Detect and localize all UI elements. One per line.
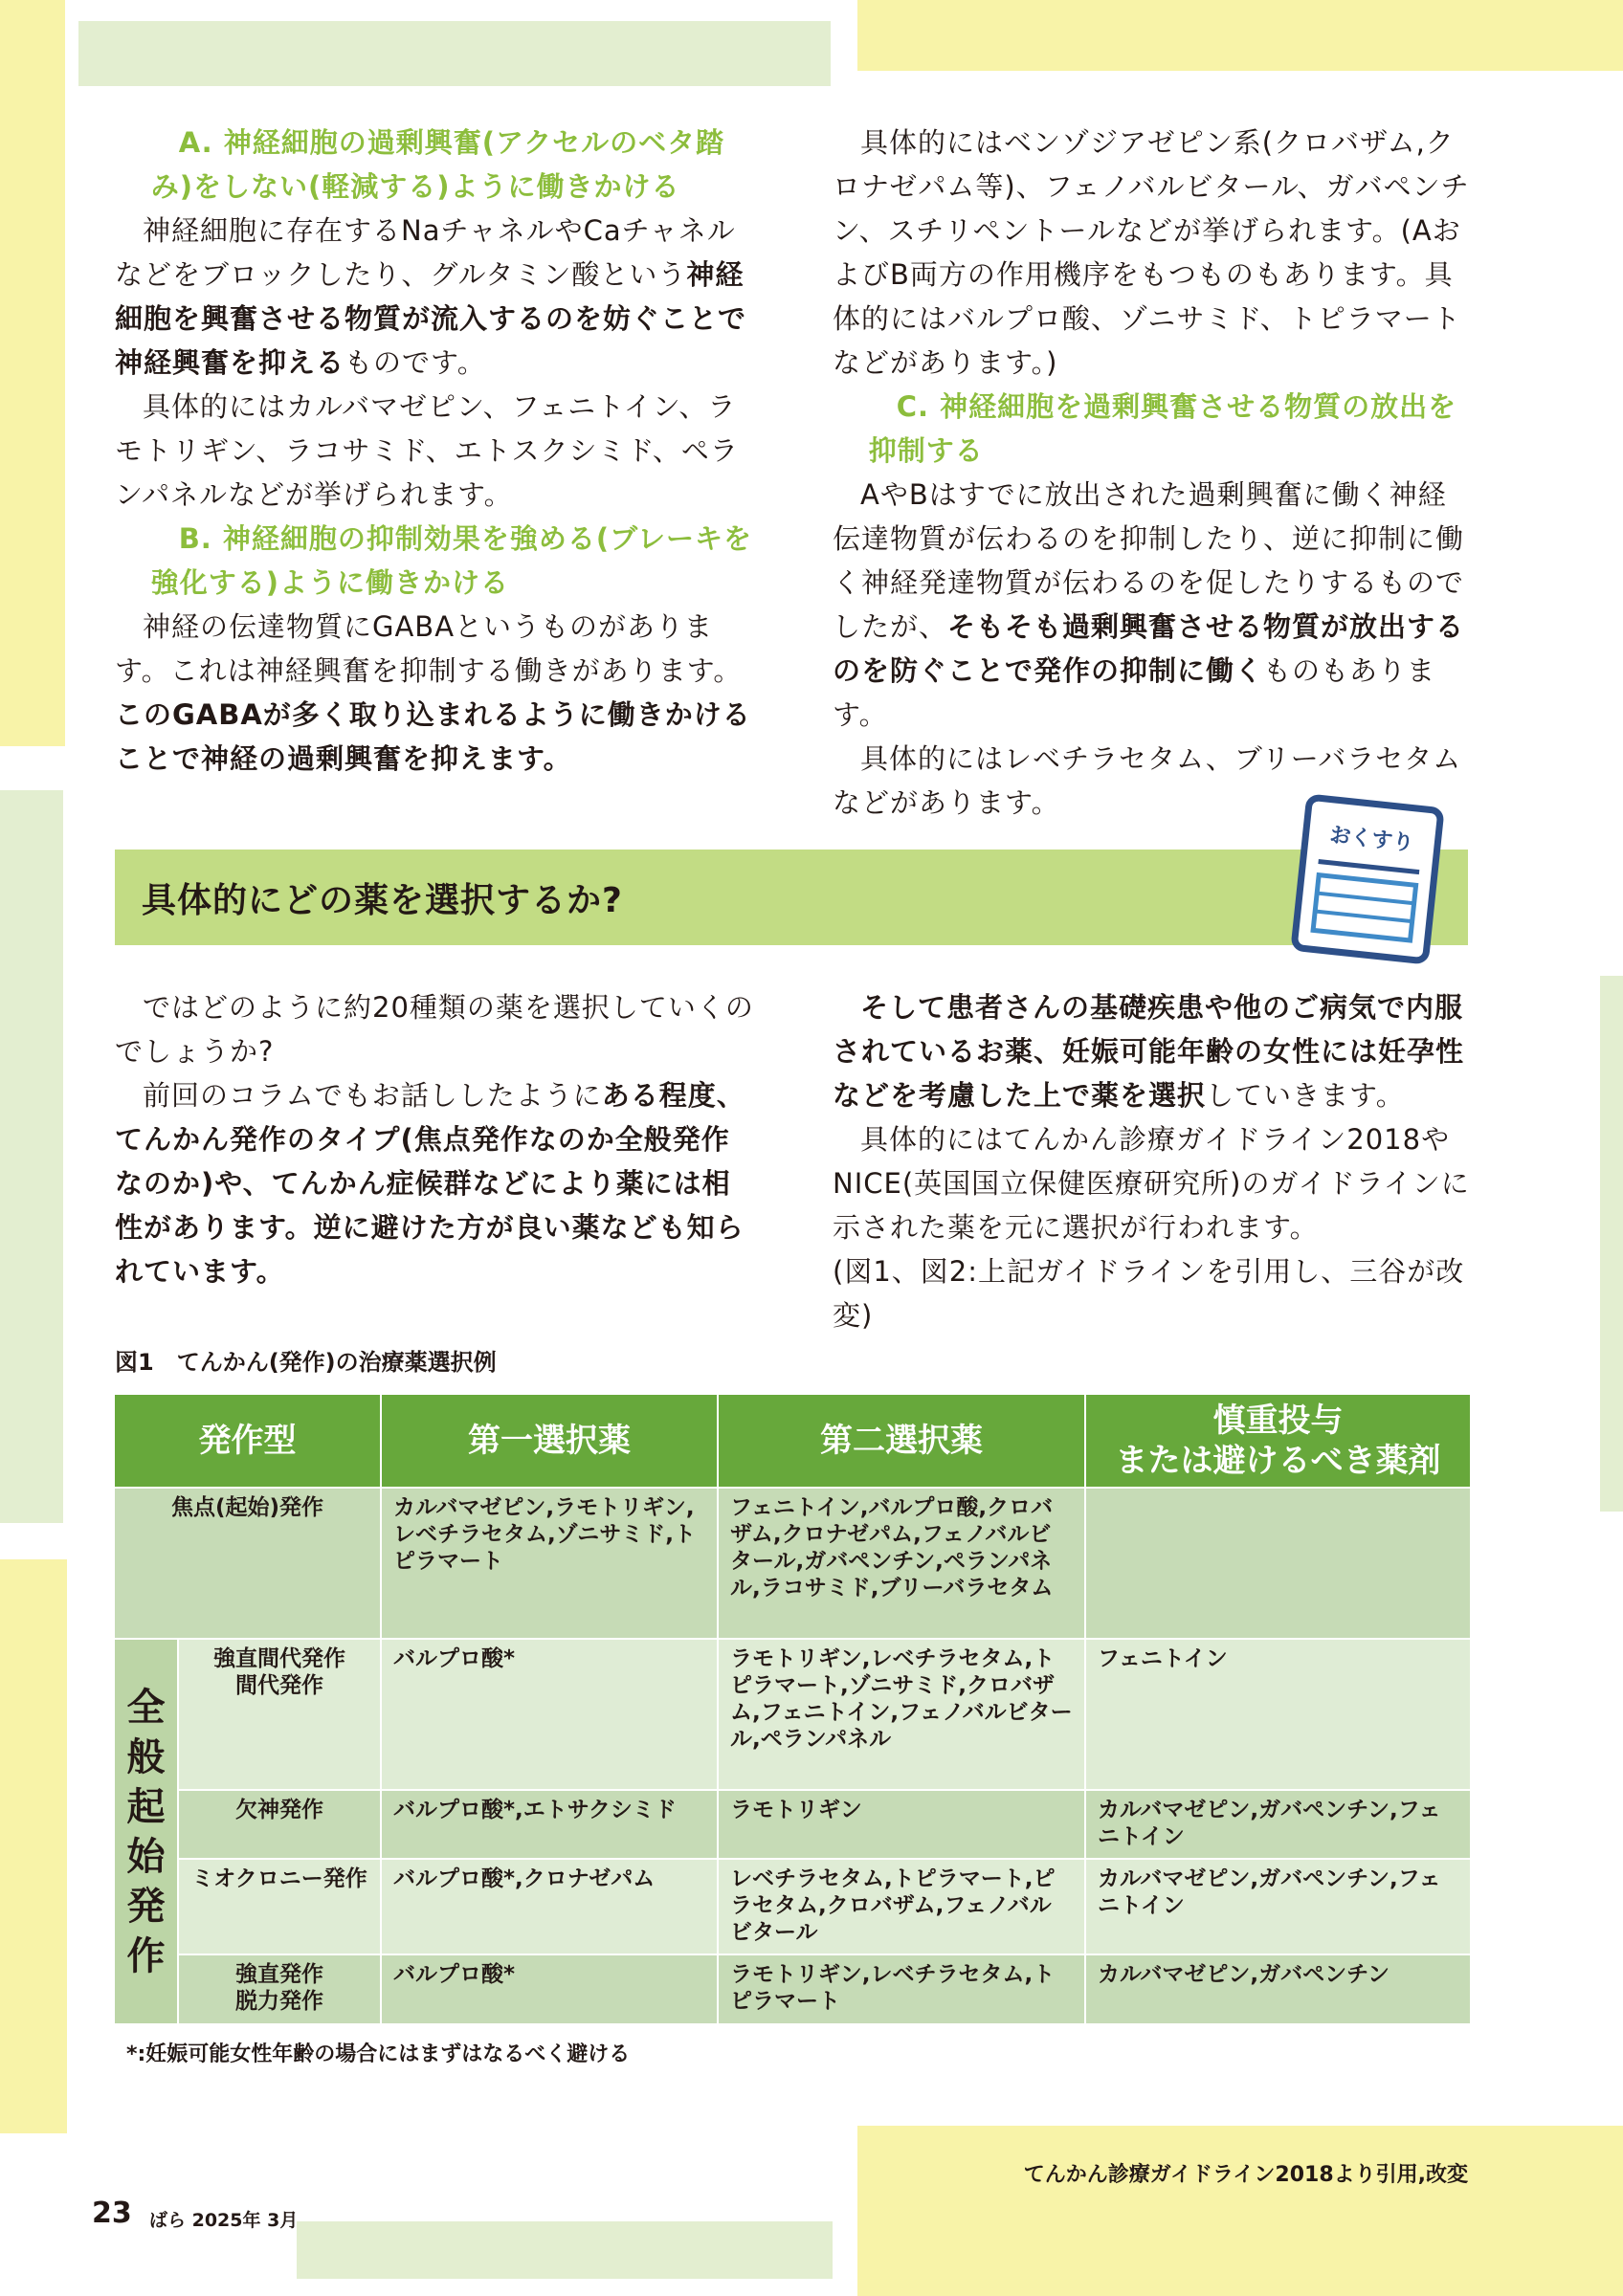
paragraph-c2: 具体的にはレベチラセタム、ブリーバラセタムなどがあります。 (833, 742, 1462, 819)
header-seizure-type: 発作型 (115, 1395, 381, 1488)
cell-type: 強直発作 脱力発作 (178, 1954, 381, 2023)
table-row (115, 1639, 1470, 1790)
paragraph-r2-3: (図1、図2:上記ガイドラインを引用し、三谷が改変) (833, 1255, 1465, 1332)
table-header-row (115, 1395, 1470, 1488)
cell-type: 強直間代発作 間代発作 (178, 1639, 381, 1790)
paragraph-r2-1 (833, 985, 1472, 1117)
paragraph-b1 (115, 605, 754, 781)
deco-band-top-yellow (857, 0, 1623, 71)
heading-b: B. 神経細胞の抑制効果を強める(ブレーキを強化する)ように働きかける (150, 522, 752, 599)
cell-avoid: フェニトイン (1085, 1639, 1470, 1790)
paragraph-c1 (833, 473, 1472, 737)
cell-type: ミオクロニー発作 (178, 1859, 381, 1954)
figure-caption: 図1 てんかん(発作)の治療薬選択例 (115, 1349, 497, 1376)
table-row (115, 1954, 1470, 2023)
header-second-choice: 第二選択薬 (718, 1395, 1085, 1488)
paragraph-a2: 具体的にはカルバマゼピン、フェニトイン、ラモトリギン、ラコサミド、エトスクシミド、ペランパネルなどが挙げられます。 (115, 390, 739, 511)
cell-avoid: カルバマゼピン,ガバペンチン (1085, 1954, 1470, 2023)
deco-band-left-yellow-bottom (0, 1559, 67, 2133)
cell-type: 欠神発作 (178, 1790, 381, 1859)
paragraph-a1-text: 神経細胞に存在するNaチャネルやCaチャネルなどをブロックしたり、グルタミン酸という (115, 214, 736, 291)
page-number: 23 (92, 2197, 132, 2230)
paragraph-l2-2-text: 前回のコラムでもお話ししたように (143, 1079, 602, 1112)
group-label-generalized (115, 1639, 178, 2023)
table-row (115, 1790, 1470, 1859)
deco-band-bottom-yellow (857, 2126, 1623, 2296)
paragraph-a1 (115, 209, 754, 385)
source-note: てんかん診療ガイドライン2018より引用,改変 (1023, 2163, 1468, 2187)
cell-type: 焦点(起始)発作 (115, 1488, 381, 1639)
paragraph-a1-emphasis: 神経細胞を興奮させる物質が流入するのを妨ぐことで神経興奮を抑える (115, 258, 747, 379)
paragraph-b1-text: 神経の伝達物質にGABAというものがあります。これは神経興奮を抑制する働きがあります。 (115, 610, 743, 687)
drug-table (115, 1395, 1470, 2023)
paragraph-r2-1-emphasis: そして患者さんの基礎疾患や他のご病気で内服されているお薬、妊娠可能年齢の女性には妊孕性などを考慮した上で薬を選択 (833, 991, 1465, 1112)
paragraph-l2-2 (115, 1073, 754, 1293)
paragraph-c1-end: ものもあります。 (833, 654, 1436, 731)
deco-band-left-yellow (0, 0, 65, 746)
cell-second: レベチラセタム,トピラマート,ピラセタム,クロバザム,フェノバルビタール (718, 1859, 1085, 1954)
medicine-bag-label: おくすり (1328, 823, 1415, 856)
left-column-2 (115, 985, 754, 1293)
right-column-2 (833, 985, 1472, 1337)
paragraph-r2-2: 具体的にはてんかん診療ガイドライン2018やNICE(英国国立保健医療研究所)のガイドラインに示された薬を元に選択が行われます。 (833, 1123, 1470, 1244)
cell-avoid: カルバマゼピン,ガバペンチン,フェニトイン (1085, 1859, 1470, 1954)
cell-second: ラモトリギン,レベチラセタム,トピラマート (718, 1954, 1085, 2023)
group-label-text: 全般起始発作 (126, 1685, 166, 1978)
cell-second: ラモトリギン,レベチラセタム,トピラマート,ゾニサミド,クロバザム,フェニトイン,フェノバルビタール,ペランパネル (718, 1639, 1085, 1790)
heading-a: A. 神経細胞の過剰興奮(アクセルのベタ踏み)をしない(軽減する)ように働きかける (150, 126, 725, 203)
deco-band-bottom-green (297, 2221, 833, 2279)
medicine-bag-icon (1288, 791, 1448, 968)
right-column (833, 121, 1472, 825)
heading-c: C. 神経細胞を過剰興奮させる物質の放出を抑制する (868, 390, 1457, 467)
cell-first: バルプロ酸* (381, 1954, 718, 2023)
cell-first: バルプロ酸*,クロナゼパム (381, 1859, 718, 1954)
table-row (115, 1859, 1470, 1954)
cell-first: バルプロ酸* (381, 1639, 718, 1790)
paragraph-a1-end: ものです。 (345, 346, 486, 379)
paragraph-c1-text: AやBはすでに放出された過剰興奮に働く神経伝達物質が伝わるのを抑制したり、逆に抑制に働く神経発達物質が伝わるのを促したりするものでしたが、 (833, 478, 1465, 643)
cell-avoid (1085, 1488, 1470, 1639)
header-first-choice: 第一選択薬 (381, 1395, 718, 1488)
cell-second: ラモトリギン (718, 1790, 1085, 1859)
deco-right-edge-green (1600, 976, 1623, 1512)
left-column (115, 121, 754, 781)
paragraph-r2-1-end: していきます。 (1206, 1079, 1405, 1112)
cell-second: フェニトイン,バルプロ酸,クロバザム,クロナゼパム,フェノバルビタール,ガバペンチン,ペランパネル,ラコサミド,ブリーバラセタム (718, 1488, 1085, 1639)
paragraph-b1-emphasis: このGABAが多く取り込まれるように働きかけることで神経の過剰興奮を抑えます。 (115, 698, 751, 775)
deco-band-left-green (0, 790, 63, 1523)
magazine-info: ばら 2025年 3月 (149, 2210, 299, 2231)
section-title: 具体的にどの薬を選択するか? (142, 881, 623, 920)
paragraph-c1-emphasis: そもそも過剰興奮させる物質が放出するのを防ぐことで発作の抑制に働く (833, 610, 1465, 687)
paragraph-l2-1: ではどのように約20種類の薬を選択していくのでしょうか? (115, 991, 754, 1068)
header-avoid: 慎重投与 または避けるべき薬剤 (1085, 1395, 1470, 1488)
paragraph-l2-2-emphasis: ある程度、てんかん発作のタイプ(焦点発作なのか全般発作なのか)や、てんかん症候群などにより薬には相性があります。逆に避けた方が良い薬なども知られています。 (115, 1079, 745, 1288)
cell-first: カルバマゼピン,ラモトリギン,レベチラセタム,ゾニサミド,トピラマート (381, 1488, 718, 1639)
cell-first: バルプロ酸*,エトサクシミド (381, 1790, 718, 1859)
deco-band-top-green (78, 21, 831, 86)
table-footnote: *:妊娠可能女性年齢の場合にはまずはなるべく避ける (126, 2042, 631, 2066)
paragraph-r1: 具体的にはベンゾジアゼピン系(クロバザム,クロナゼパム等)、フェノバルビタール、ガバペンチン、スチリペントールなどが挙げられます。(AおよびB両方の作用機序をもつものもあります。具体的にはバルプロ酸、ゾニサミド、トピラマートなどがあります。) (833, 126, 1470, 379)
table-row (115, 1488, 1470, 1639)
cell-avoid: カルバマゼピン,ガバペンチン,フェニトイン (1085, 1790, 1470, 1859)
